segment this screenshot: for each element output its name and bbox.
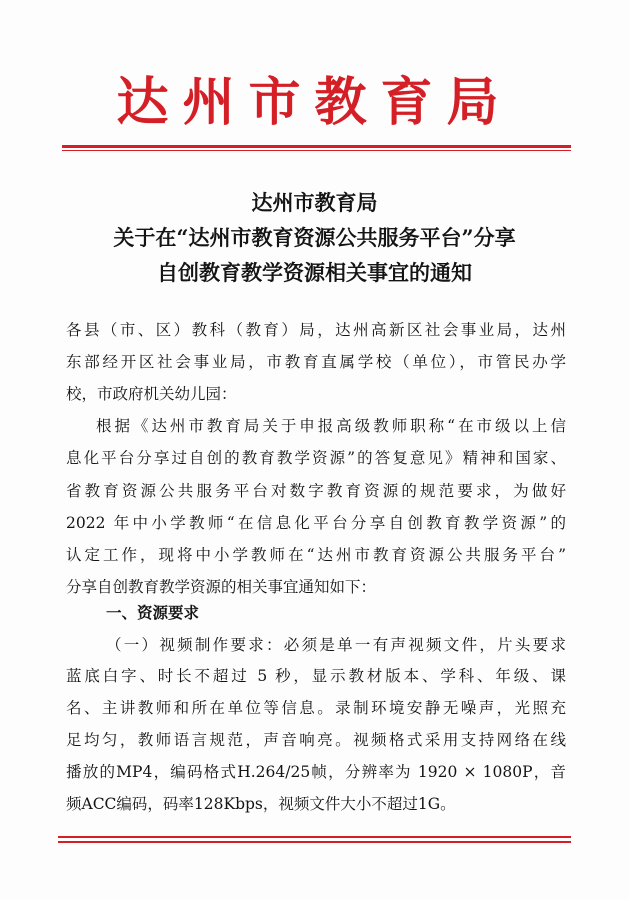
paragraph-line: 分享自创教育教学资源的相关事宜通知如下： <box>66 578 377 596</box>
paragraph-line: 根据《达州市教育局关于申报高级教师职称“在市级以上信 <box>96 417 566 435</box>
paragraph-line: 频ACC编码，码率128Kbps，视频文件大小不超过1G。 <box>66 795 456 813</box>
paragraph-line: 名、主讲教师和所在单位等信息。录制环境安静无噪声，光照充 <box>66 699 566 717</box>
paragraph-line: （一）视频制作要求：必须是单一有声视频文件，片头要求 <box>106 636 566 654</box>
document-title-line-1: 达州市教育局 <box>251 190 378 215</box>
paragraph-line: 2022 年中小学教师“在信息化平台分享自创教育教学资源”的 <box>66 514 566 532</box>
letterhead-org-name: 达州市教育局 <box>116 72 513 133</box>
paragraph-line: 息化平台分享过自创的教育教学资源”的答复意见》精神和国家、 <box>66 449 566 467</box>
paragraph-line: 省教育资源公共服务平台对数字教育资源的规范要求，为做好 <box>66 482 566 500</box>
addressee-line: 各县（市、区）教科（教育）局，达州高新区社会事业局，达州 <box>66 321 566 339</box>
section-heading: 一、资源要求 <box>106 603 200 622</box>
paragraph-line: 足均匀，教师语言规范，声音响亮。视频格式采用支持网络在线 <box>66 731 566 749</box>
document-title-line-2: 关于在“达州市教育资源公共服务平台”分享 <box>113 225 516 250</box>
paragraph-line: 认定工作，现将中小学教师在“达州市教育资源公共服务平台” <box>66 546 566 564</box>
footer-red-line-1 <box>58 836 571 838</box>
document-title-line-3: 自创教育教学资源相关事宜的通知 <box>157 260 472 285</box>
addressee-line: 东部经开区社会事业局，市教育直属学校（单位），市管民办学 <box>66 353 566 371</box>
paragraph-line: 蓝底白字、时长不超过 5 秒，显示教材版本、学科、年级、课 <box>66 667 566 685</box>
paragraph-line: 播放的MP4，编码格式H.264/25帧，分辨率为 1920 × 1080P，音 <box>66 763 566 781</box>
letterhead-red-line-thin <box>62 150 571 151</box>
letterhead-red-line-thick <box>62 145 571 148</box>
addressee-line: 校，市政府机关幼儿园： <box>66 385 237 403</box>
footer-red-line-2 <box>58 841 571 843</box>
